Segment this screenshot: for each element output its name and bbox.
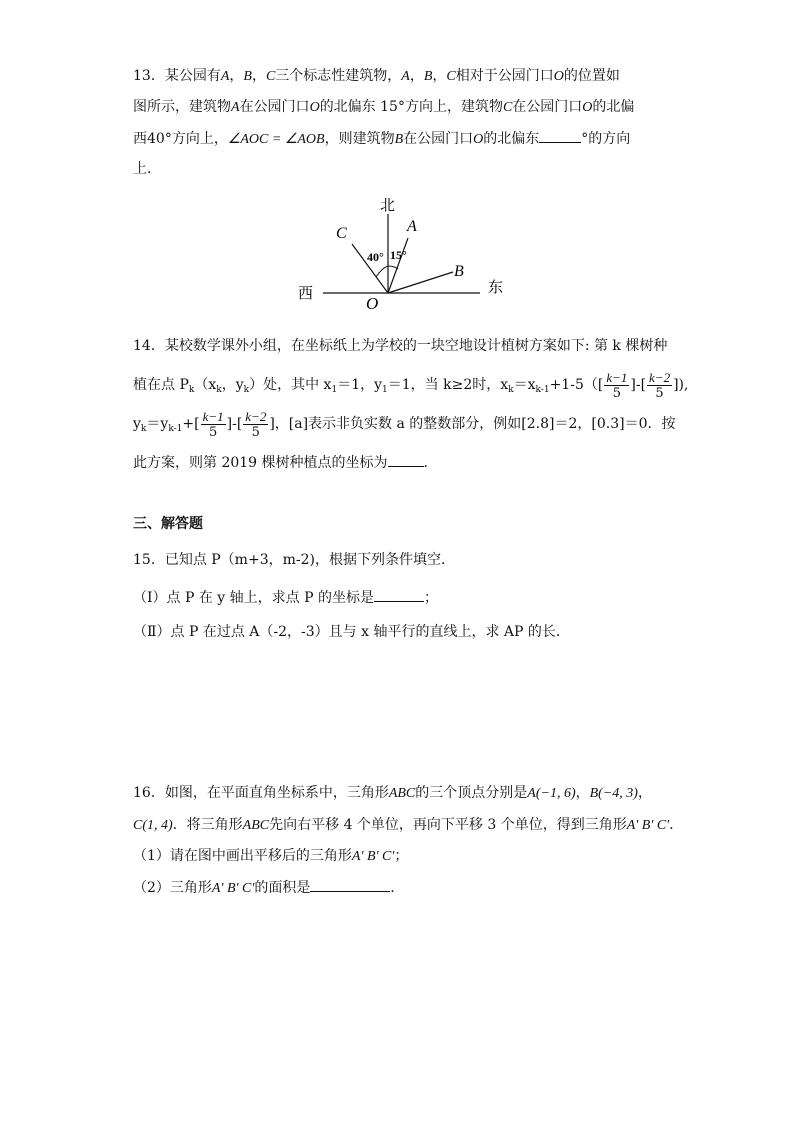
fraction-denominator: 5 bbox=[208, 424, 218, 440]
q15-text: （Ⅰ）点 P 在 y 轴上，求点 P 的坐标是 bbox=[133, 590, 374, 606]
subscript: k bbox=[243, 385, 250, 395]
q15-line-1 bbox=[133, 550, 455, 570]
q13-var-c: C bbox=[502, 100, 513, 115]
q13-text: 相对于公园门口 bbox=[455, 68, 554, 84]
q13-text: 的北偏 bbox=[592, 99, 635, 115]
q13-text: ，则建筑物 bbox=[324, 131, 395, 147]
label-c: C bbox=[336, 225, 347, 242]
q13-line-2 bbox=[133, 97, 634, 118]
fraction-denominator: 5 bbox=[612, 385, 621, 401]
q14-answer-blank[interactable] bbox=[388, 452, 424, 467]
q13-var-a: A bbox=[220, 69, 230, 84]
q16-point-c: C(1, 4) bbox=[133, 818, 173, 833]
q13-comma: ， bbox=[432, 68, 447, 84]
q16-text: ．将三角形 bbox=[172, 817, 243, 833]
ray-ob bbox=[388, 272, 453, 293]
fraction-k-minus-1 bbox=[201, 409, 226, 440]
q16-triangle-abc: ABC bbox=[388, 786, 416, 801]
q13-text: 在公园门口 bbox=[403, 131, 474, 147]
q16-line-2 bbox=[133, 815, 683, 836]
q14-text: ]，[a]表示非负实数 a 的整数部分，例如[2.8]＝2，[0.3]＝0．按 bbox=[269, 416, 676, 432]
q13-var-a: A bbox=[401, 69, 410, 84]
q15-text: （Ⅱ）点 P 在过点 A（-2，-3）且与 x 轴平行的直线上，求 AP 的长． bbox=[133, 624, 570, 640]
subscript: k-1 bbox=[535, 385, 550, 395]
section-heading bbox=[133, 514, 203, 534]
q16-point-a: A(−1, 6) bbox=[527, 786, 576, 801]
q13-text: 的位置如 bbox=[563, 68, 620, 84]
ray-oa bbox=[388, 238, 408, 293]
q16-triangle-abc-prime: A' B' C' bbox=[351, 849, 395, 864]
direction-diagram bbox=[290, 192, 520, 322]
q16-triangle-abc-prime: A' B' C' bbox=[211, 881, 255, 896]
q14-text: ． bbox=[423, 455, 438, 471]
q16-text: ； bbox=[394, 848, 409, 864]
q14-line-3 bbox=[133, 405, 676, 448]
q13-var-o: O bbox=[473, 132, 484, 147]
label-angle-40: 40° bbox=[367, 250, 384, 264]
subscript: k bbox=[216, 385, 222, 395]
q16-text: ． bbox=[390, 880, 405, 896]
label-o: O bbox=[366, 294, 379, 313]
q14-text: ]), bbox=[673, 377, 689, 393]
q13-line-3 bbox=[133, 128, 630, 150]
q13-text: °的方向 bbox=[581, 131, 631, 147]
q16-line-3 bbox=[133, 846, 408, 867]
q13-text: 上． bbox=[133, 161, 161, 177]
q14-text: （x bbox=[194, 377, 217, 393]
q13-text: 西40°方向上， bbox=[133, 131, 228, 147]
fraction-denominator: 5 bbox=[251, 424, 260, 440]
q13-var-o: O bbox=[582, 100, 593, 115]
q16-answer-blank[interactable] bbox=[310, 877, 390, 892]
q16-line-1 bbox=[133, 783, 652, 804]
q15-answer-blank[interactable] bbox=[374, 587, 424, 602]
q14-text: 14．某校数学课外小组，在坐标纸上为学校的一块空地设计植树方案如下: 第 k 棵树种 bbox=[133, 338, 668, 354]
q13-comma: ， bbox=[229, 68, 244, 84]
q15-text: ； bbox=[423, 590, 438, 606]
q16-text: ． bbox=[669, 817, 684, 833]
q15-text: 15．已知点 P（m+3，m-2)，根据下列条件填空． bbox=[133, 552, 455, 568]
q16-text: 的三个顶点分别是 bbox=[415, 785, 528, 801]
q14-text: ]-[ bbox=[226, 416, 243, 432]
section-title: 三、解答题 bbox=[133, 516, 203, 532]
q13-var-b: B bbox=[243, 69, 252, 84]
q13-var-c: C bbox=[265, 69, 276, 84]
q14-text: ）处，其中 x bbox=[249, 377, 332, 393]
q16-triangle-abc: ABC bbox=[242, 818, 270, 833]
q16-line-4 bbox=[133, 877, 404, 899]
q16-text: ， bbox=[637, 785, 652, 801]
q13-var-b: B bbox=[423, 69, 433, 84]
q15-line-2 bbox=[133, 587, 438, 608]
fraction-numerator: k−2 bbox=[649, 369, 671, 385]
q14-text: y bbox=[133, 416, 141, 432]
q16-text: （2）三角形 bbox=[133, 880, 212, 896]
q13-var-c: C bbox=[446, 69, 456, 84]
q16-triangle-abc-prime: A' B' C' bbox=[626, 818, 670, 833]
q14-text: ，y bbox=[221, 377, 244, 393]
fraction-numerator: k−2 bbox=[245, 408, 267, 424]
label-a: A bbox=[407, 218, 417, 235]
q14-line-1 bbox=[133, 336, 667, 356]
q13-answer-blank[interactable] bbox=[539, 128, 581, 143]
subscript: k bbox=[140, 424, 147, 434]
angle-arc-15 bbox=[388, 266, 398, 269]
q13-line-4 bbox=[133, 159, 161, 179]
q13-var-a: A bbox=[231, 100, 240, 115]
q16-text: 16．如图，在平面直角坐标系中，三角形 bbox=[133, 785, 389, 801]
q14-text: +[ bbox=[182, 416, 200, 432]
q13-text: 的北偏东 15°方向上，建筑物 bbox=[319, 99, 503, 115]
subscript: 1 bbox=[331, 385, 338, 395]
q13-var-o: O bbox=[553, 69, 564, 84]
q14-text: ]-[ bbox=[630, 377, 647, 393]
fraction-k-minus-2 bbox=[647, 370, 672, 401]
q14-line-2 bbox=[133, 366, 688, 409]
q13-text: 在公园门口 bbox=[512, 99, 583, 115]
q16-point-b: B(−4, 3) bbox=[589, 786, 638, 801]
q16-text: （1）请在图中画出平移后的三角形 bbox=[133, 848, 352, 864]
q13-var-o: O bbox=[309, 100, 320, 115]
fraction-numerator: k−1 bbox=[202, 408, 224, 424]
fraction-k-minus-1 bbox=[604, 370, 629, 401]
q14-text: 植在点 P bbox=[133, 377, 189, 393]
q13-text: 三个标志性建筑物， bbox=[275, 68, 402, 84]
label-east: 东 bbox=[488, 278, 504, 296]
q13-text: 13．某公园有 bbox=[133, 68, 221, 84]
q15-line-3 bbox=[133, 622, 570, 642]
fraction-k-minus-2 bbox=[243, 409, 268, 440]
q14-text: +1-5（[ bbox=[549, 377, 604, 393]
q16-text: 先向右平移 4 个单位，再向下平移 3 个单位，得到三角形 bbox=[269, 817, 627, 833]
fraction-denominator: 5 bbox=[655, 385, 664, 401]
subscript: k-1 bbox=[168, 424, 183, 434]
subscript: k bbox=[188, 385, 195, 395]
q16-text: 的面积是 bbox=[254, 880, 311, 896]
label-angle-15: 15° bbox=[390, 248, 407, 262]
label-north: 北 bbox=[380, 196, 396, 214]
q13-text: 图所示，建筑物 bbox=[133, 99, 231, 115]
q14-line-4 bbox=[133, 452, 438, 473]
q14-text: ＝x bbox=[513, 377, 536, 393]
q14-text: ＝1，y bbox=[337, 377, 383, 393]
angle-arc-40 bbox=[376, 266, 388, 277]
q13-angle-equation: ∠AOC = ∠AOB bbox=[227, 132, 325, 147]
subscript: k bbox=[508, 385, 514, 395]
q16-text: ， bbox=[575, 785, 590, 801]
q14-text: 此方案，则第 2019 棵树种植点的坐标为 bbox=[133, 455, 388, 471]
q14-text: ＝1，当 k≥2时，x bbox=[387, 377, 509, 393]
q13-comma: ， bbox=[409, 68, 424, 84]
label-west: 西 bbox=[298, 284, 314, 302]
q13-var-b: B bbox=[394, 132, 404, 147]
q13-comma: ， bbox=[251, 68, 266, 84]
q14-text: ＝y bbox=[146, 416, 169, 432]
q13-text: 的北偏东 bbox=[483, 131, 540, 147]
label-b: B bbox=[454, 263, 464, 280]
subscript: 1 bbox=[382, 385, 388, 395]
q13-text: 在公园门口 bbox=[239, 99, 310, 115]
fraction-numerator: k−1 bbox=[606, 369, 628, 385]
q13-line-1 bbox=[133, 66, 620, 87]
